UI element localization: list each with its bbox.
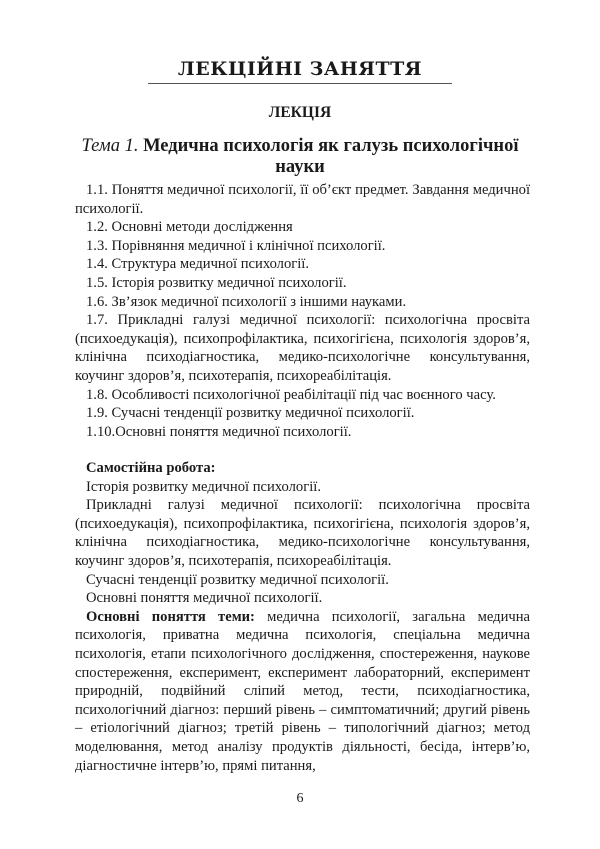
outline-item: 1.9. Сучасні тенденції розвитку медичної психології. <box>86 405 415 422</box>
lecture-heading: ЛЕКЦІЯ <box>268 104 332 121</box>
independent-work-item: Сучасні тенденції розвитку медичної психології. <box>86 571 389 588</box>
outline-item: 1.5. Історія розвитку медичної психології. <box>86 274 347 291</box>
independent-work-item: Прикладні галузі медичної психології: психологічна просвіта (психоедукація), психопрофілактика, психогігієна, психологія здоров’я, клінічна психодіагностика, медико-психологічне консультування, коучинг здоров’я, психотерапія, психореабілітація. <box>75 497 530 569</box>
section-title: ЛЕКЦІЙНІ ЗАНЯТТЯ <box>177 58 423 80</box>
outline-item: 1.4. Структура медичної психології. <box>86 256 310 273</box>
independent-work-section <box>75 459 530 775</box>
outline-item: 1.7. Прикладні галузі медичної психології: психологічна просвіта (психоедукація), психопрофілактика, психогігієна, психологія здоров’я, клінічна психодіагностика, медико-психологічне консультування, коучинг здоров’я, психотерапія, психореабілітація. <box>75 312 530 384</box>
page-number: 6 <box>296 791 304 806</box>
independent-work-item: Історія розвитку медичної психології. <box>86 478 321 495</box>
topic-label: Тема 1. <box>81 136 139 156</box>
independent-work-item: Основні поняття медичної психології. <box>86 590 323 607</box>
outline-item: 1.3. Порівняння медичної і клінічної психології. <box>86 237 386 254</box>
topic-title: Медична психологія як галузь психологічної науки <box>143 136 519 177</box>
topic-outline <box>75 181 530 441</box>
outline-item: 1.10.Основні поняття медичної психології. <box>86 423 352 440</box>
key-concepts-text: медична психології, загальна медична психологія, приватна медична психологія, спеціальна медична психологія, етапи психологічного дослідження, спостереження, наукове спостереження, експеримент, експеримент лабораторний, експеримент природній, подвійний сліпий метод, тести, психодіагностика, психологічний діагноз: перший рівень – симптоматичний; другий рівень – етіологічний діагноз; третій рівень – типологічний діагноз; метод моделювання, метод аналізу продуктів діяльності, бесіда, інтерв’ю, діагностичне інтерв’ю, прямі питання, <box>75 608 531 774</box>
key-concepts-paragraph <box>75 608 530 775</box>
title-underline-divider <box>148 83 452 84</box>
key-concepts-label: Основні поняття теми: <box>86 608 255 625</box>
outline-item: 1.8. Особливості психологічної реабілітації під час воєнного часу. <box>86 386 496 403</box>
independent-work-title: Самостійна робота: <box>86 460 216 476</box>
topic-heading <box>70 136 530 178</box>
outline-item: 1.2. Основні методи дослідження <box>86 219 293 236</box>
outline-item: 1.1. Поняття медичної психології, її об’єкт предмет. Завдання медичної психології. <box>75 182 530 217</box>
outline-item: 1.6. Зв’язок медичної психології з іншими науками. <box>86 293 407 310</box>
